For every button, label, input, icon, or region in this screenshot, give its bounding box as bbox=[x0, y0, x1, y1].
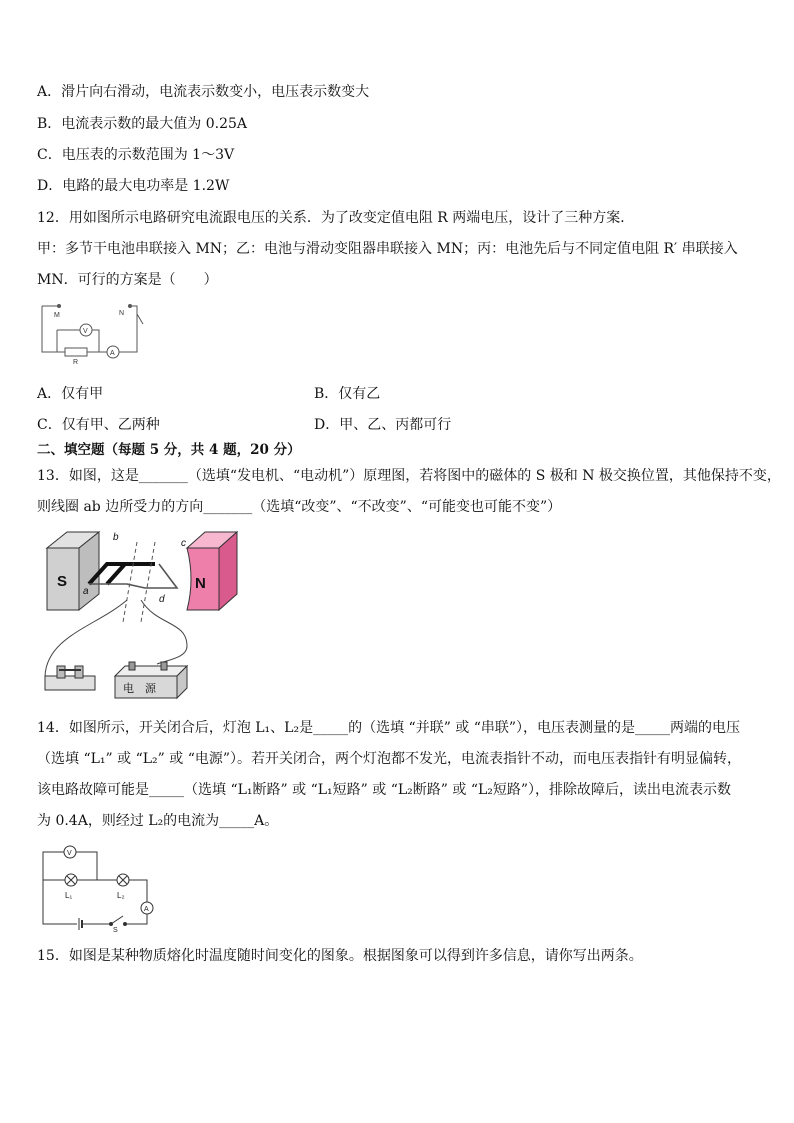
q11-option-b: B．电流表示数的最大值为 0.25A bbox=[37, 116, 248, 132]
q14-circuit-figure bbox=[37, 840, 162, 932]
q13-line2: 则线圈 ab 边所受力的方向_______（选填“改变”、“不改变”、“可能变也可能不变”） bbox=[37, 499, 562, 515]
q11-option-d: D．电路的最大电功率是 1.2W bbox=[37, 178, 230, 194]
q14-fig-label-s: S bbox=[113, 927, 118, 932]
q13-line1: 13．如图，这是_______（选填“发电机、“电动机”）原理图，若将图中的磁体的 S 极和 N 极交换位置，其他保持不变， bbox=[37, 468, 781, 484]
q13-label-b: b bbox=[113, 532, 119, 543]
q14-line2: （选填 “L₁” 或 “L₂” 或 “电源”）。若开关闭合，两个灯泡都不发光，电流表指针不动，而电压表指针有明显偏转， bbox=[37, 751, 742, 767]
q14-fig-label-a: A bbox=[144, 906, 149, 913]
q12-option-b: B．仅有乙 bbox=[314, 386, 381, 402]
q12-fig-label-m: M bbox=[54, 312, 60, 319]
q12-fig-label-v: V bbox=[83, 328, 88, 335]
q13-label-c: c bbox=[181, 538, 186, 549]
q13-label-power: 电 源 bbox=[123, 683, 156, 695]
section-2-title: 二、填空题（每题 5 分，共 4 题，20 分） bbox=[37, 442, 301, 458]
q13-label-a: a bbox=[83, 586, 89, 597]
q12-stem-line1: 12．用如图所示电路研究电流跟电压的关系．为了改变定值电阻 R 两端电压，设计了三种方案． bbox=[37, 210, 635, 226]
q12-fig-label-r: R bbox=[73, 359, 79, 365]
q14-fig-label-l1: L₁ bbox=[65, 891, 73, 900]
q12-option-c: C．仅有甲、乙两种 bbox=[37, 417, 160, 433]
q14-fig-label-l2: L₂ bbox=[117, 891, 125, 900]
q11-option-c: C．电压表的示数范围为 1～3V bbox=[37, 147, 235, 163]
q12-stem-line3: MN．可行的方案是（ ） bbox=[37, 272, 218, 288]
q13-label-n: N bbox=[195, 575, 206, 592]
q14-line1: 14．如图所示，开关闭合后，灯泡 L₁、L₂是_____的（选填 “并联” 或 “串联”），电压表测量的是_____两端的电压 bbox=[37, 720, 741, 736]
q11-option-a: A．滑片向右滑动，电流表示数变小，电压表示数变大 bbox=[37, 84, 370, 100]
q12-fig-label-n: N bbox=[119, 310, 125, 317]
q14-fig-label-v: V bbox=[67, 850, 72, 857]
q14-line3: 该电路故障可能是_____（选填 “L₁断路” 或 “L₁短路” 或 “L₂断路” 或 “L₂短路”），排除故障后，读出电流表示数 bbox=[37, 782, 732, 798]
q12-circuit-figure bbox=[37, 300, 147, 365]
q13-label-d: d bbox=[159, 594, 165, 605]
q12-stem-line2: 甲：多节干电池串联接入 MN；乙：电池与滑动变阻器串联接入 MN；丙：电池先后与不同定值电阻 R′ 串联接入 bbox=[37, 241, 738, 257]
q15-line1: 15．如图是某种物质熔化时温度随时间变化的图象。根据图象可以得到许多信息，请你写出两条。 bbox=[37, 948, 643, 964]
q12-option-d: D．甲、乙、丙都可行 bbox=[314, 417, 452, 433]
q13-label-s: S bbox=[57, 573, 68, 590]
q14-line4: 为 0.4A，则经过 L₂的电流为_____A。 bbox=[37, 813, 279, 829]
q12-option-a: A．仅有甲 bbox=[37, 386, 104, 402]
q12-fig-label-a: A bbox=[110, 350, 115, 357]
q13-motor-figure bbox=[37, 526, 247, 702]
